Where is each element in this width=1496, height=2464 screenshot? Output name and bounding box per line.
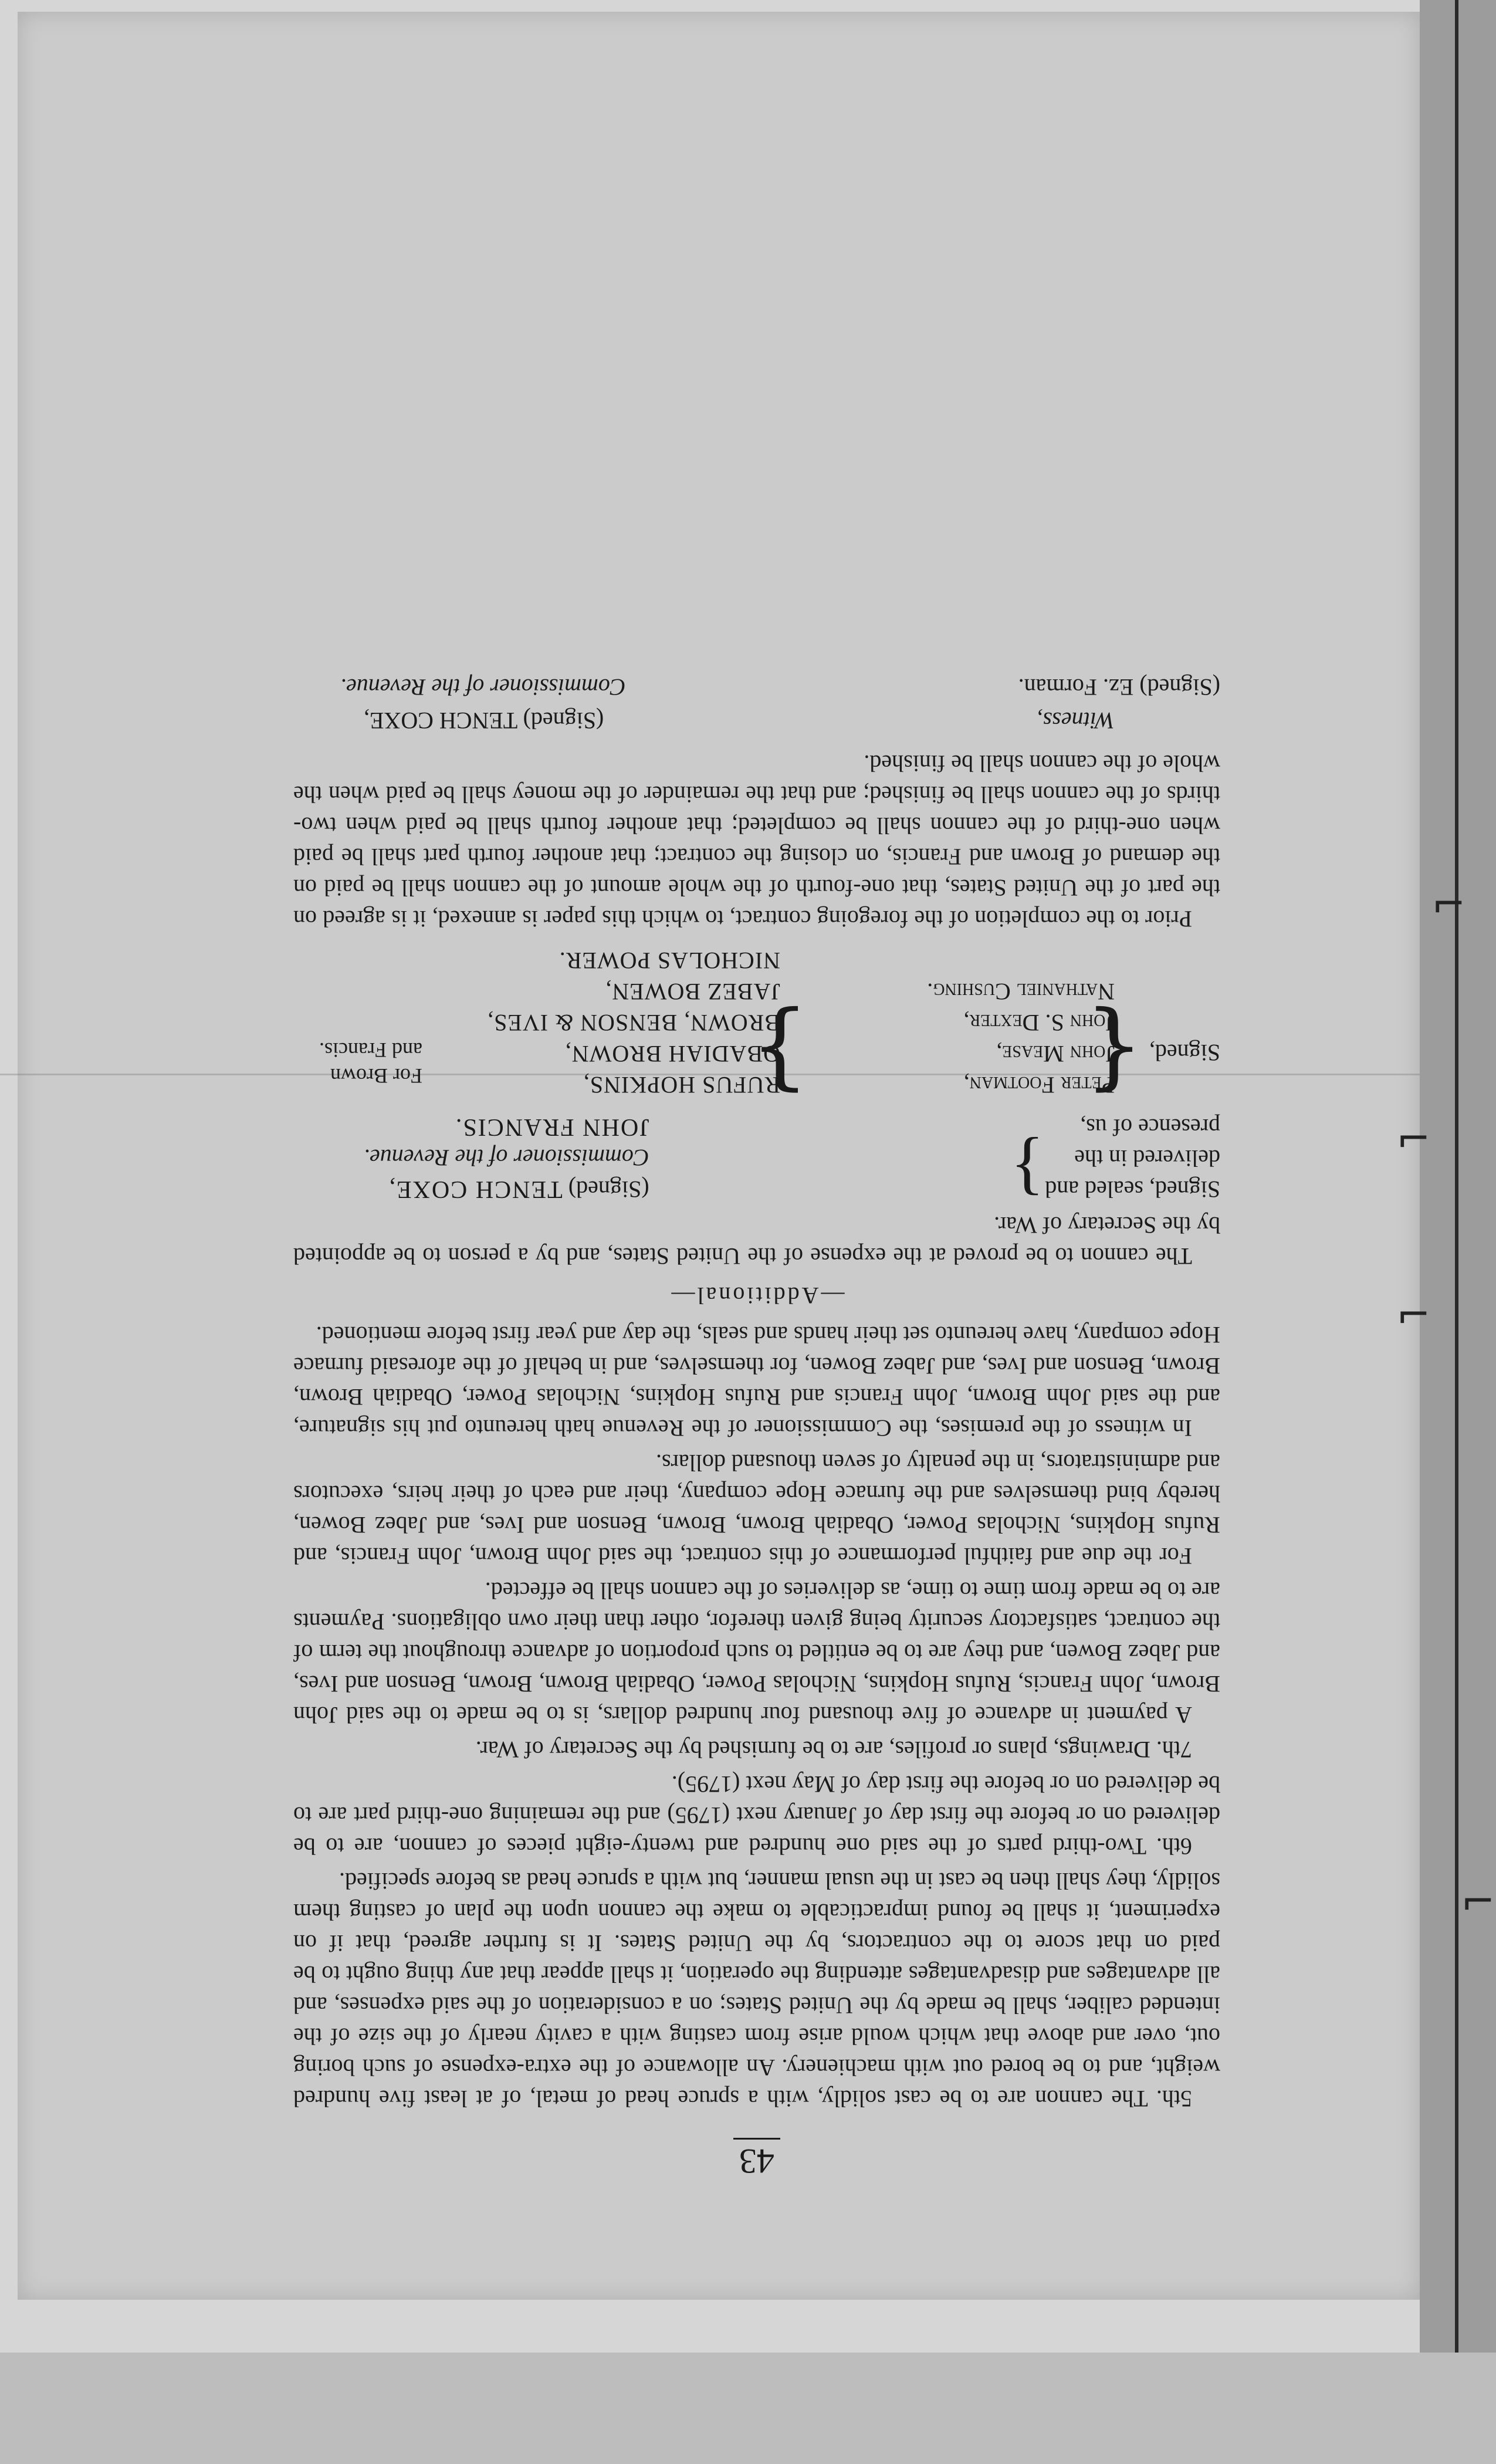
- staple-mark-icon: ⌐: [1461, 1877, 1495, 1925]
- brace-glyph: }: [1010, 1131, 1044, 1209]
- document-text-upside-down: [293, 387, 1220, 2181]
- signer-john-francis: JOHN FRANCIS.: [454, 1113, 649, 1140]
- brace-glyph: {: [1084, 999, 1144, 1109]
- final-signature-line: [293, 705, 1220, 736]
- signed-label: Signed,: [1149, 1040, 1220, 1066]
- witness-name: Peter Footman,: [963, 1072, 1115, 1098]
- final-signature-line-two: [293, 672, 1220, 703]
- commissioner-title: Commissioner of the Revenue.: [340, 674, 626, 700]
- scanner-bottom-edge: [0, 2353, 1496, 2464]
- sealed-line: delivered in the: [1074, 1145, 1220, 1172]
- signed-tag: (Signed): [568, 1176, 649, 1203]
- firm-signer: RUFUS HOPKINS,: [583, 1072, 780, 1098]
- paragraph-seventh: 7th. Drawings, plans or profiles, are to be furnished by the Secretary of War.: [475, 1737, 1192, 1763]
- paragraph-sixth: 6th. Two-third parts of the said one hundred and twenty-eight pieces of cannon, are to be delivered on or before the first day of January next (1795) and the remaining one-third part are to be delivered on or before the first day of May next (1795).: [293, 1771, 1220, 1860]
- paragraph-fifth: 5th. The cannon are to be cast solidly, with a spruce head of metal, of at least five hundred weight, and to be bored out with machienery. An allowance of the extra-expense of such boring out, over and above that which would arise from casting with a cavity nearly of the size of the intended caliber, shall be made by the United States; on a consideration of the said expenses, and all advantages and disadvantages attending the operation, it shall appear that any thing ought to be paid on that score to the contractors, by the United States. It is further agreed, that if on experiment, it shall be found impracticable to make the cannon upon the plan of casting them solidly, they shall then be cast in the usual manner, but with a spruce head as before specified.: [293, 1868, 1220, 2112]
- firm-signer: BROWN, BENSON & IVES,: [487, 1010, 780, 1036]
- staple-mark-icon: ⌐: [1396, 1291, 1431, 1339]
- commissioner-title: Commissioner of the Revenue.: [364, 1145, 649, 1171]
- signer-tench-coxe: TENCH COXE,: [388, 1176, 563, 1203]
- signer-tench-coxe: TENCH COXE,: [364, 708, 518, 734]
- for-firm-line: For Brown: [330, 1064, 422, 1088]
- for-firm-line: and Francis.: [319, 1038, 422, 1062]
- sealed-line: Signed, sealed and: [1045, 1176, 1220, 1203]
- commissioner-signature-text: [293, 1111, 649, 1205]
- additional-heading: —Additional—: [669, 1282, 845, 1309]
- witness-forman: (Signed) Ez. Forman.: [1018, 674, 1220, 700]
- firm-signers: [428, 945, 780, 1101]
- paragraph-prior: Prior to the completion of the foregoing contract, to which this paper is annexed, it is agreed on the part of the United States, that one-fourth of the whole amount of the cannon shall be paid on the demand of Brown and Francis, on closing the contract; that another fourth part shall be paid when one-third of the cannon shall be completed; that another fourth shall be paid when two-thirds of the cannon shall be finished; and that the remainder of the money shall be paid when the whole of the cannon shall be finished.: [293, 750, 1220, 932]
- paragraph-witness: In witness of the premises, the Commissioner of the Revenue hath hereunto put his signature, and the said John Brown, John Francis and Rufus Hopkins, Nicholas Power, Obadiah Brown, Brown, Benson and Ives, and Jabez Bowen, for themselves, and in behalf of the aforesaid furnace Hope company, have hereunto set their hands and seals, the day and year first before mentioned.: [293, 1322, 1220, 1441]
- page-number-rule: [733, 2138, 780, 2140]
- signed-tag: (Signed): [523, 708, 604, 734]
- page-number: 43: [739, 2142, 774, 2181]
- paragraph-payment: A payment in advance of five thousand four hundred dollars, is to be made to the said John Brown, John Francis, Rufus Hopkins, Nicholas Power, Obadiah Brown, Brown, Benson and Ives, and Jabez Bowen, and they are to be entitled to such proportion of advance throughout the term of the contract, satisfactory security being given therefor, other than their own obligations. Payments are to be made from time to time, as deliveries of the cannon shall be effected.: [293, 1578, 1220, 1728]
- paragraph-performance: For the due and faithful performance of this contract, the said John Brown, John Francis, and Rufus Hopkins, Nicholas Power, Obadiah Brown, Brown, Benson and Ives, and Jabez Bowen, hereby bind themselves and the furnace Hope company, their and each of their heirs, executors and administrators, in the penalty of seven thousand dollars.: [293, 1450, 1220, 1569]
- sealed-block: [1009, 1112, 1220, 1209]
- firm-signer: OBADIAH BROWN,: [564, 1041, 780, 1067]
- witness-name: Nathaniel Cushing.: [927, 979, 1115, 1005]
- witness-list: [810, 976, 1115, 1101]
- commissioner-signature: [293, 1111, 1220, 1209]
- firm-signer: NICHOLAS POWER.: [559, 947, 780, 974]
- brace-glyph: }: [750, 999, 810, 1109]
- scanner-edge-line: [1455, 0, 1458, 2464]
- staple-mark-icon: ⌐: [1396, 1115, 1431, 1163]
- witness-name: John Mease,: [996, 1041, 1115, 1067]
- paragraph-additional: The cannon to be proved at the expense of the United States, and by a person to be appointed by the Secretary of War.: [293, 1212, 1220, 1270]
- sealed-line: presence of us,: [1080, 1114, 1220, 1140]
- firm-signer: JABEZ BOWEN,: [605, 979, 780, 1005]
- signed-block: [293, 945, 1220, 1109]
- for-firm-label: [319, 1037, 428, 1101]
- witness-label: Witness,: [1037, 708, 1115, 734]
- sealed-text: [1044, 1112, 1220, 1205]
- witness-name: John S. Dexter,: [963, 1010, 1115, 1036]
- final-signature: [293, 705, 604, 736]
- staple-mark-icon: ⌐: [1431, 880, 1466, 928]
